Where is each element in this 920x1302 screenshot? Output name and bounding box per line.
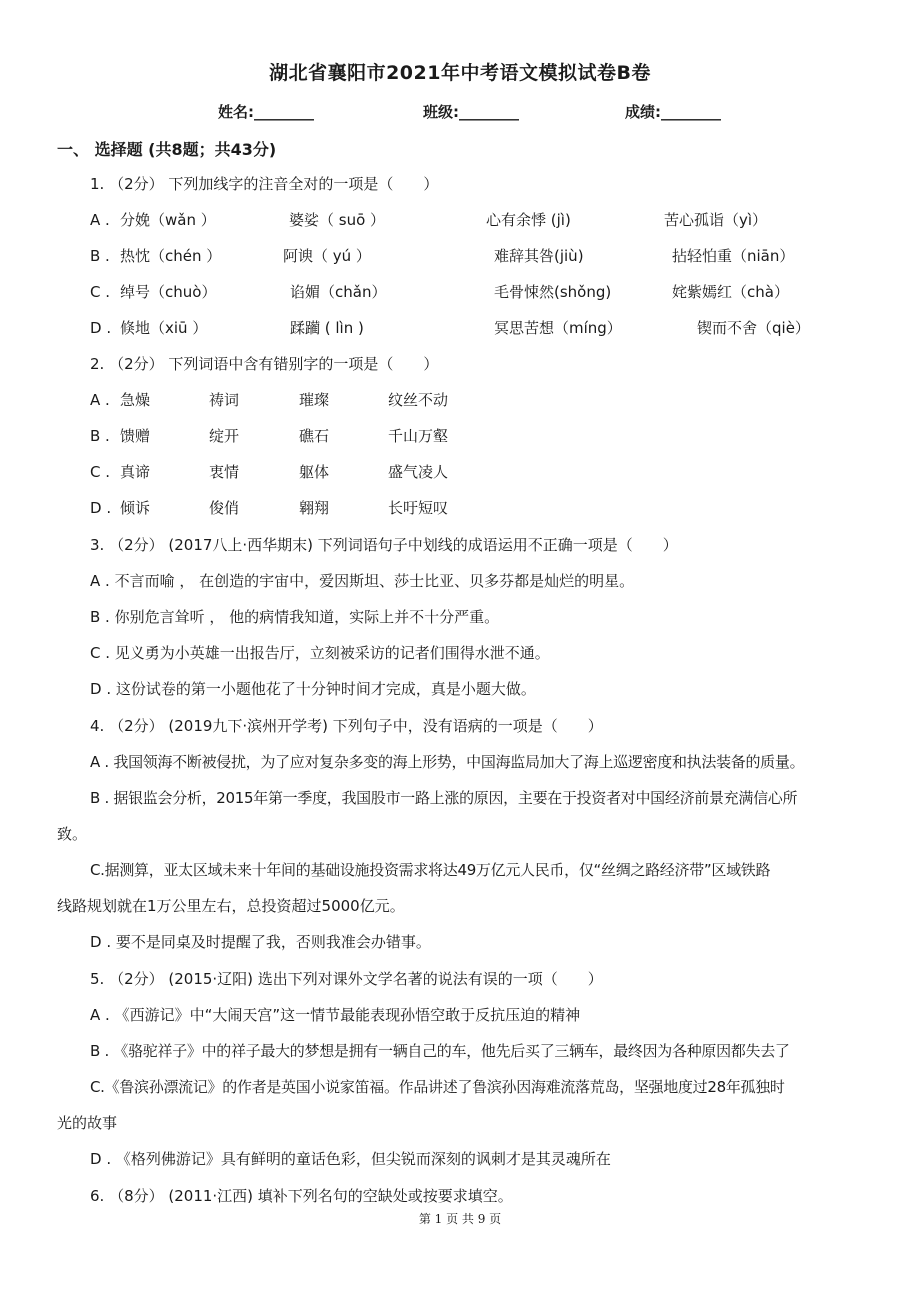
option-choice: 绰号（chuò）	[120, 283, 217, 301]
question-4-option-b-line2: 致。	[57, 825, 88, 843]
question-3-option-b: B . 你别危言耸听 ， 他的病情我知道，实际上并不十分严重。	[90, 608, 500, 626]
option-choice: 蹂躏 ( lìn )	[290, 319, 364, 337]
section-heading: 一、 选择题 (共8题；共43分)	[57, 140, 277, 159]
option-choice: 俊俏	[209, 499, 240, 517]
option-choice: 祷词	[209, 391, 240, 409]
option-choice: 阿谀（ yú ）	[283, 247, 371, 265]
question-2-stem: 2. （2分） 下列词语中含有错别字的一项是（ ）	[90, 355, 439, 373]
page-number: 第 1 页 共 9 页	[418, 1212, 502, 1226]
question-4-option-c-line1: C.据测算，亚太区域未来十年间的基础设施投资需求将达49万亿元人民币，仅“丝绸之路经济带”区域铁路	[90, 861, 771, 879]
question-3-option-c: C . 见义勇为小英雄一出报告厅，立刻被采访的记者们围得水泄不通。	[90, 644, 550, 662]
exam-title: 湖北省襄阳市2021年中考语文模拟试卷B卷	[269, 62, 651, 84]
option-choice: 难辞其咎(jiù)	[494, 247, 584, 265]
question-5-option-a: A . 《西游记》中“大闹天宫”这一情节最能表现孙悟空敢于反抗压迫的精神	[90, 1006, 581, 1024]
option-choice: 礁石	[299, 427, 330, 445]
option-letter: A .	[90, 211, 110, 229]
option-choice: 急燥	[120, 391, 151, 409]
question-3-stem: 3. （2分） (2017八上·西华期末) 下列词语句子中划线的成语运用不正确一项是（ ）	[90, 536, 678, 554]
option-letter: C .	[90, 463, 111, 481]
option-choice: 倏地（xiū ）	[120, 319, 208, 337]
option-choice: 苦心孤诣（yì）	[664, 211, 768, 229]
option-letter: B .	[90, 247, 110, 265]
name-field-label: 姓名:________	[218, 103, 314, 121]
question-4-option-b-line1: B . 据银监会分析，2015年第一季度，我国股市一路上涨的原因，主要在于投资者对中国经济前景充满信心所	[90, 789, 798, 807]
option-choice: 真谛	[120, 463, 151, 481]
option-choice: 绽开	[209, 427, 240, 445]
option-choice: 璀璨	[299, 391, 330, 409]
option-letter: D .	[90, 499, 112, 517]
option-letter: D .	[90, 319, 112, 337]
option-choice: 分娩（wǎn ）	[120, 211, 216, 229]
option-choice: 谄媚（chǎn）	[290, 283, 387, 301]
class-field-label: 班级:________	[423, 103, 519, 121]
option-choice: 拈轻怕重（niān）	[672, 247, 795, 265]
option-choice: 婆娑（ suō ）	[289, 211, 386, 229]
question-4-stem: 4. （2分） (2019九下·滨州开学考) 下列句子中，没有语病的一项是（ ）	[90, 717, 603, 735]
question-3-option-a: A . 不言而喻 ， 在创造的宇宙中，爱因斯坦、莎士比亚、贝多芬都是灿烂的明星。	[90, 572, 635, 590]
option-choice: 衷情	[209, 463, 240, 481]
question-1-stem: 1. （2分） 下列加线字的注音全对的一项是（ ）	[90, 175, 439, 193]
option-choice: 翱翔	[299, 499, 330, 517]
question-3-option-d: D . 这份试卷的第一小题他花了十分钟时间才完成，真是小题大做。	[90, 680, 536, 698]
option-choice: 心有余悸 (jì)	[486, 211, 571, 229]
option-choice: 躯体	[299, 463, 330, 481]
question-4-option-d: D . 要不是同桌及时提醒了我，否则我准会办错事。	[90, 933, 431, 951]
question-4-option-a: A . 我国领海不断被侵扰，为了应对复杂多变的海上形势，中国海监局加大了海上巡逻密度和执法装备的质量。	[90, 753, 805, 771]
option-choice: 锲而不舍（qiè）	[697, 319, 810, 337]
score-field-label: 成绩:________	[625, 103, 721, 121]
option-letter: B .	[90, 427, 110, 445]
question-6-stem: 6. （8分） (2011·江西) 填补下列名句的空缺处或按要求填空。	[90, 1187, 513, 1205]
option-choice: 千山万壑	[388, 427, 449, 445]
option-choice: 长吁短叹	[388, 499, 449, 517]
option-choice: 热忱（chén ）	[120, 247, 222, 265]
option-letter: C .	[90, 283, 111, 301]
option-choice: 毛骨悚然(shǒng)	[494, 283, 612, 301]
option-choice: 倾诉	[120, 499, 151, 517]
question-5-option-c-line1: C.《鲁滨孙漂流记》的作者是英国小说家笛福。作品讲述了鲁滨孙因海难流落荒岛，坚强地度过28年孤独时	[90, 1078, 785, 1096]
option-choice: 冥思苦想（míng）	[494, 319, 622, 337]
question-5-stem: 5. （2分） (2015·辽阳) 选出下列对课外文学名著的说法有误的一项（ ）	[90, 970, 603, 988]
option-choice: 姹紫嫣红（chà）	[672, 283, 789, 301]
option-choice: 纹丝不动	[388, 391, 449, 409]
question-5-option-d: D . 《格列佛游记》具有鲜明的童话色彩，但尖锐而深刻的讽刺才是其灵魂所在	[90, 1150, 611, 1168]
option-choice: 馈赠	[120, 427, 151, 445]
question-4-option-c-line2: 线路规划就在1万公里左右，总投资超过5000亿元。	[57, 897, 405, 915]
option-choice: 盛气凌人	[388, 463, 449, 481]
question-5-option-b: B . 《骆驼祥子》中的祥子最大的梦想是拥有一辆自己的车，他先后买了三辆车，最终因为各种原因都失去了	[90, 1042, 790, 1060]
question-5-option-c-line2: 光的故事	[57, 1114, 118, 1132]
option-letter: A .	[90, 391, 110, 409]
